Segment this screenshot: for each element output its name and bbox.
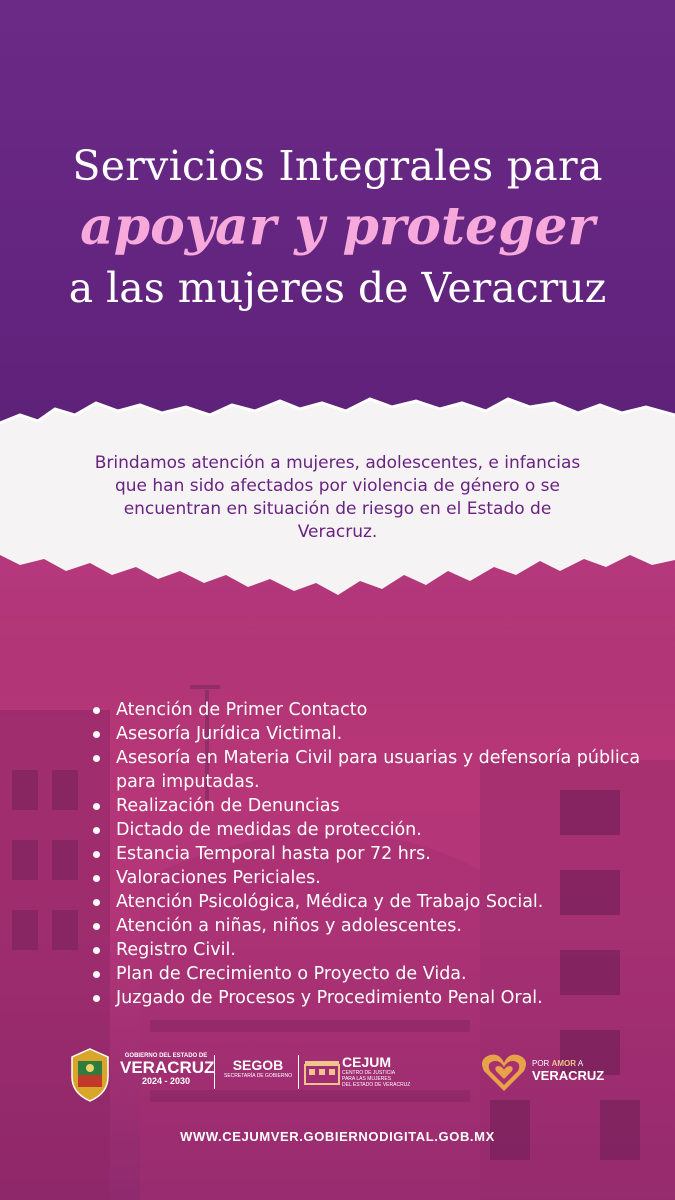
logo-divider xyxy=(214,1055,215,1089)
list-item: Juzgado de Procesos y Procedimiento Penal Oral. xyxy=(90,986,650,1010)
por-amor-word-1: POR xyxy=(532,1059,550,1068)
list-item: Atención a niñas, niños y adolescentes. xyxy=(90,914,650,938)
list-item: Atención de Primer Contacto xyxy=(90,698,650,722)
cejum-title: CEJUM xyxy=(342,1054,392,1070)
segob-title: SEGOB xyxy=(232,1057,284,1073)
intro-text: Brindamos atención a mujeres, adolescentes, e infancias que han sido afectados por violencia de género o se encuentran en situación de riesgo en el Estado de Veracruz. xyxy=(94,453,581,542)
gobierno-line-1: GOBIERNO DEL ESTADO DE xyxy=(124,1053,208,1059)
logos-row xyxy=(60,1045,620,1105)
gobierno-line-3: 2024 - 2030 xyxy=(141,1076,191,1086)
list-item: Realización de Denuncias xyxy=(90,794,650,818)
cejum-subtitle-2: PARA LAS MUJERES xyxy=(342,1076,392,1082)
por-amor-word-2: AMOR xyxy=(551,1059,577,1068)
page-title xyxy=(0,140,675,314)
list-item: Dictado de medidas de protección. xyxy=(90,818,650,842)
list-item: Asesoría Jurídica Victimal. xyxy=(90,722,650,746)
title-line-2-highlight: apoyar y proteger xyxy=(80,196,595,257)
cejum-logo xyxy=(342,1055,432,1088)
segob-subtitle: SECRETARÍA DE GOBIERNO xyxy=(224,1073,292,1079)
logo-divider xyxy=(298,1055,299,1089)
gobierno-logo xyxy=(120,1053,215,1086)
por-amor-logo xyxy=(532,1059,622,1083)
cejum-subtitle-3: DEL ESTADO DE VERACRUZ xyxy=(342,1082,411,1088)
por-amor-word-4: VERACRUZ xyxy=(532,1068,605,1083)
cejum-subtitle-1: CENTRO DE JUSTICIA xyxy=(342,1070,396,1076)
segob-logo xyxy=(220,1057,296,1079)
veracruz-coat-of-arms-icon xyxy=(68,1047,112,1103)
services-list xyxy=(90,698,650,1010)
title-line-1: Servicios Integrales para xyxy=(72,142,603,190)
cejum-building-icon xyxy=(304,1059,340,1085)
list-item: Valoraciones Periciales. xyxy=(90,866,650,890)
gobierno-line-2: VERACRUZ xyxy=(120,1058,215,1077)
list-item: Estancia Temporal hasta por 72 hrs. xyxy=(90,842,650,866)
list-item: Registro Civil. xyxy=(90,938,650,962)
list-item: Atención Psicológica, Médica y de Trabajo Social. xyxy=(90,890,650,914)
por-amor-heart-icon xyxy=(480,1051,528,1093)
por-amor-word-3: A xyxy=(577,1059,584,1068)
website-url[interactable]: WWW.CEJUMVER.GOBIERNODIGITAL.GOB.MX xyxy=(180,1129,495,1144)
list-item: Asesoría en Materia Civil para usuarias y defensoría pública para imputadas. xyxy=(90,746,650,794)
list-item: Plan de Crecimiento o Proyecto de Vida. xyxy=(90,962,650,986)
title-line-3: a las mujeres de Veracruz xyxy=(68,264,607,312)
